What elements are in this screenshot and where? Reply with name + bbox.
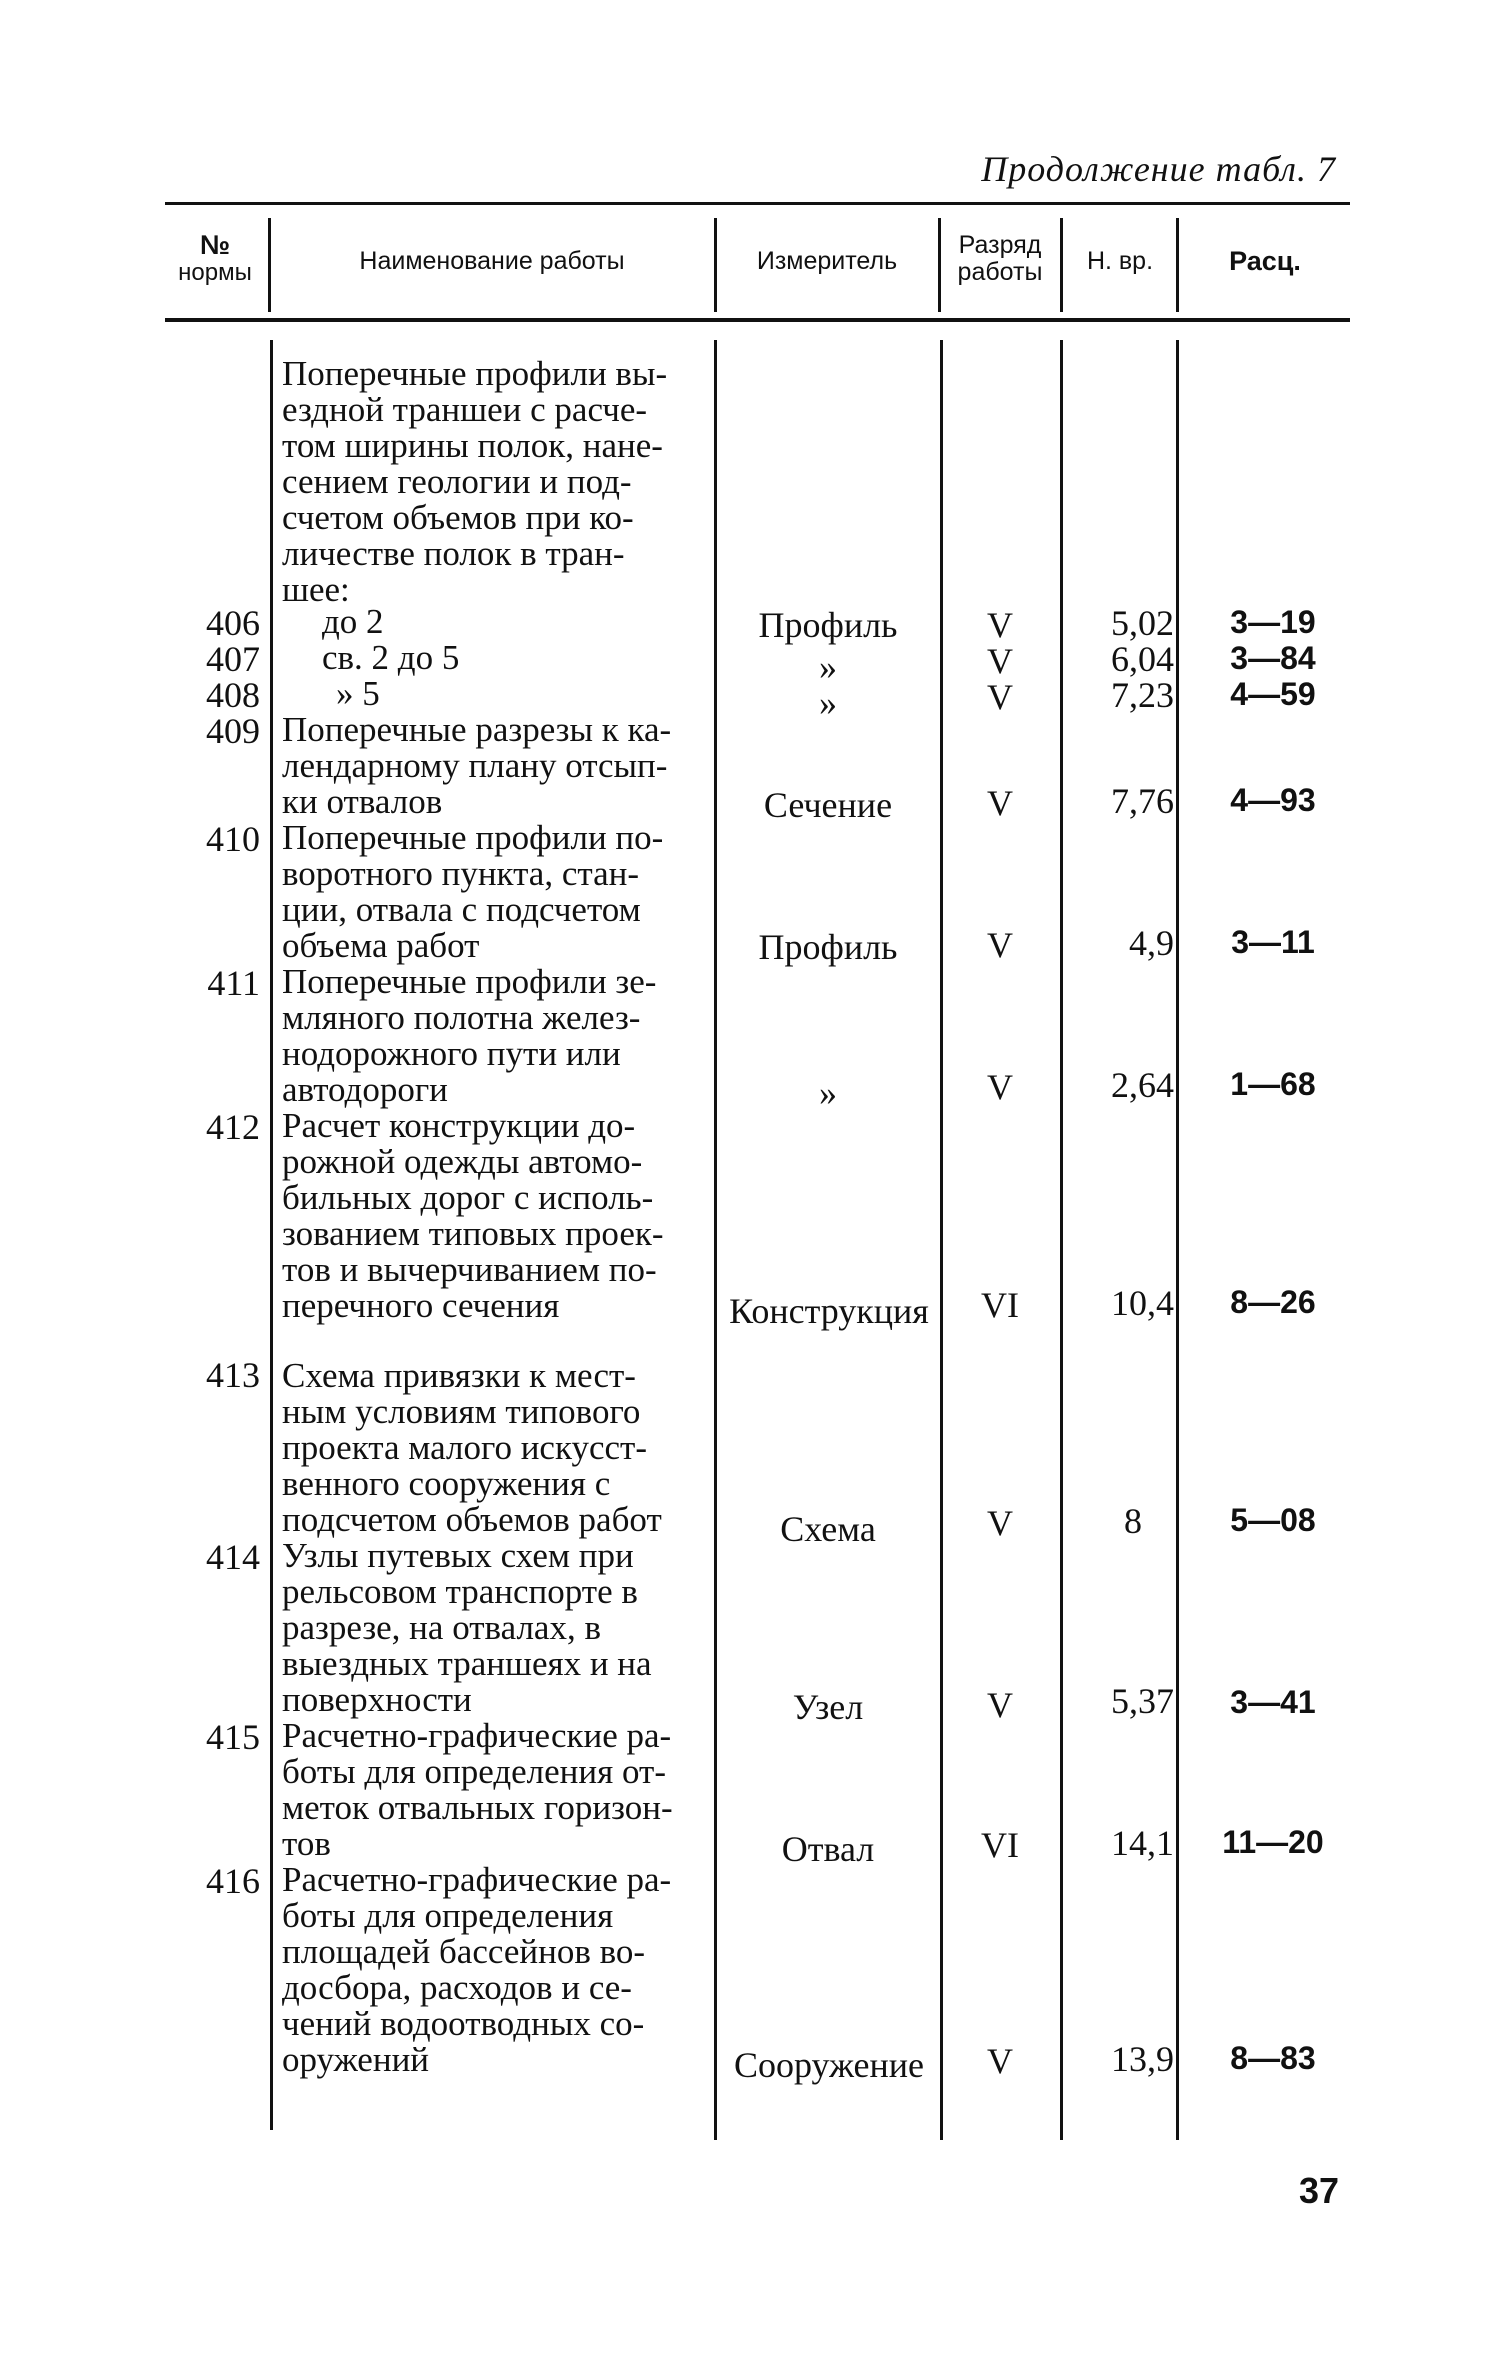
desc-line: Поперечные профили по-	[282, 818, 664, 857]
desc-line: подсчетом объемов работ	[282, 1500, 662, 1539]
desc-line: мляного полотна желез-	[282, 998, 641, 1037]
rate-cell: 3—19	[1230, 604, 1316, 640]
measure-cell: Отвал	[781, 1829, 875, 1869]
rate-cell: 1—68	[1230, 1066, 1316, 1102]
desc-line: Узлы путевых схем при	[282, 1536, 634, 1575]
desc-line: боты для определения	[282, 1896, 614, 1935]
desc-line: перечного сечения	[282, 1286, 560, 1325]
desc-line: лендарному плану отсып-	[282, 746, 668, 785]
desc-line: разрезе, на отвалах, в	[282, 1608, 601, 1647]
desc-line: сением геологии и под-	[282, 462, 632, 501]
desc-line: выездных траншеях и на	[282, 1644, 652, 1683]
desc-line: личестве полок в тран-	[282, 534, 625, 573]
grade-cell: V	[987, 783, 1013, 823]
header-rate: Расц.	[1229, 246, 1301, 276]
grade-cell: V	[987, 677, 1013, 717]
norm-number: 411	[207, 963, 260, 1003]
desc-line: шее:	[282, 570, 350, 609]
time-cell: 14,1	[1111, 1823, 1174, 1863]
measure-cell: »	[819, 647, 837, 687]
desc-line: Поперечные профили зе-	[282, 962, 657, 1001]
desc-line: счетом объемов при ко-	[282, 498, 634, 537]
time-cell: 4,9	[1129, 923, 1174, 963]
desc-line: боты для определения от-	[282, 1752, 666, 1791]
desc-line: венного сооружения с	[282, 1464, 611, 1503]
desc-line: Поперечные разрезы к ка-	[282, 710, 672, 749]
header-num: № нормы	[178, 230, 252, 286]
grade-cell: V	[987, 2041, 1013, 2081]
desc-line: рельсовом транспорте в	[282, 1572, 638, 1611]
desc-line: меток отвальных горизон-	[282, 1788, 673, 1827]
desc-line: объема работ	[282, 926, 480, 965]
norm-number: 415	[206, 1717, 260, 1757]
desc-line: досбора, расходов и се-	[282, 1968, 632, 2007]
desc-line: ным условиям типового	[282, 1392, 641, 1431]
grade-cell: V	[987, 1067, 1013, 1107]
desc-line: чений водоотводных со-	[282, 2004, 645, 2043]
header-divider-5	[1176, 218, 1179, 312]
measure-cell: »	[819, 1073, 837, 1113]
time-cell: 8	[1124, 1501, 1142, 1541]
desc-line: Поперечные профили вы-	[282, 354, 668, 393]
desc-line: тов	[282, 1824, 331, 1863]
norm-number: 412	[206, 1107, 260, 1147]
desc-line: тов и вычерчиванием по-	[282, 1250, 657, 1289]
norm-number: 413	[206, 1355, 260, 1395]
time-cell: 10,4	[1111, 1283, 1174, 1323]
desc-line: Расчет конструкции до-	[282, 1106, 636, 1145]
time-cell: 7,23	[1111, 675, 1174, 715]
desc-line: бильных дорог с исполь-	[282, 1178, 654, 1217]
norm-number: 408	[206, 675, 260, 715]
header-name: Наименование работы	[359, 247, 625, 275]
desc-line: том ширины полок, нане-	[282, 426, 663, 465]
grade-cell: V	[987, 641, 1013, 681]
rate-cell: 8—83	[1230, 2040, 1316, 2076]
grade-cell: V	[987, 605, 1013, 645]
desc-line: Расчетно-графические ра-	[282, 1716, 672, 1755]
time-cell: 6,04	[1111, 639, 1174, 679]
desc-line: поверхности	[282, 1680, 472, 1719]
grade-cell: VI	[981, 1285, 1019, 1325]
desc-line: рожной одежды автомо-	[282, 1142, 643, 1181]
rate-cell: 5—08	[1230, 1502, 1316, 1538]
measure-cell: Профиль	[758, 605, 898, 645]
time-cell: 13,9	[1111, 2039, 1174, 2079]
table-top-rule	[165, 202, 1350, 205]
grade-cell: V	[987, 925, 1013, 965]
header-divider-2	[714, 218, 717, 312]
grade-cell: VI	[981, 1825, 1019, 1865]
header-divider-1	[268, 218, 271, 312]
page-number: 37	[1298, 2170, 1339, 2211]
grade-cell: V	[987, 1685, 1013, 1725]
desc-line: ции, отвала с подсчетом	[282, 890, 641, 929]
norm-number: 406	[206, 603, 260, 643]
measure-cell: Конструкция	[729, 1291, 929, 1331]
header-divider-4	[1060, 218, 1063, 312]
desc-line: автодороги	[282, 1070, 448, 1109]
desc-line: св. 2 до 5	[322, 638, 460, 677]
norm-number: 409	[206, 711, 260, 751]
norm-number: 407	[206, 639, 260, 679]
desc-line: нодорожного пути или	[282, 1034, 621, 1073]
norm-number: 416	[206, 1861, 260, 1901]
rate-cell: 4—59	[1230, 676, 1316, 712]
grade-cell: V	[987, 1503, 1013, 1543]
desc-line: зованием типовых проек-	[282, 1214, 664, 1253]
desc-line: воротного пункта, стан-	[282, 854, 640, 893]
desc-line: ки отвалов	[282, 782, 443, 821]
rate-cell: 4—93	[1230, 782, 1316, 818]
rate-cell: 3—11	[1231, 924, 1315, 960]
time-cell: 7,76	[1111, 781, 1174, 821]
desc-line: ездной траншеи с расче-	[282, 390, 648, 429]
time-cell: 5,02	[1111, 603, 1174, 643]
header-time: Н. вр.	[1086, 247, 1154, 275]
measure-cell: »	[819, 683, 837, 723]
desc-line: » 5	[336, 674, 380, 713]
norm-number: 410	[206, 819, 260, 859]
time-cell: 5,37	[1111, 1681, 1174, 1721]
header-measure: Измеритель	[756, 247, 898, 275]
table-header-rule	[165, 318, 1350, 322]
measure-cell: Схема	[780, 1509, 876, 1549]
rate-cell: 3—41	[1230, 1684, 1316, 1720]
rate-cell: 8—26	[1230, 1284, 1316, 1320]
measure-cell: Сооружение	[734, 2045, 924, 2085]
desc-line: площадей бассейнов во-	[282, 1932, 646, 1971]
rate-cell: 11—20	[1222, 1824, 1324, 1860]
desc-line: проекта малого искусст-	[282, 1428, 647, 1467]
measure-cell: Узел	[792, 1687, 864, 1727]
desc-line: до 2	[322, 602, 384, 641]
norm-number: 414	[206, 1537, 260, 1577]
desc-line: оружений	[282, 2040, 430, 2079]
time-cell: 2,64	[1111, 1065, 1174, 1105]
measure-cell: Профиль	[758, 927, 898, 967]
rate-cell: 3—84	[1230, 640, 1316, 676]
table-caption: Продолжение табл. 7	[981, 149, 1336, 189]
body-divider-1	[270, 340, 273, 2130]
desc-line: Расчетно-графические ра-	[282, 1860, 672, 1899]
header-grade: Разряд работы	[957, 231, 1043, 286]
desc-line: Схема привязки к мест-	[282, 1356, 636, 1395]
measure-cell: Сечение	[763, 785, 893, 825]
